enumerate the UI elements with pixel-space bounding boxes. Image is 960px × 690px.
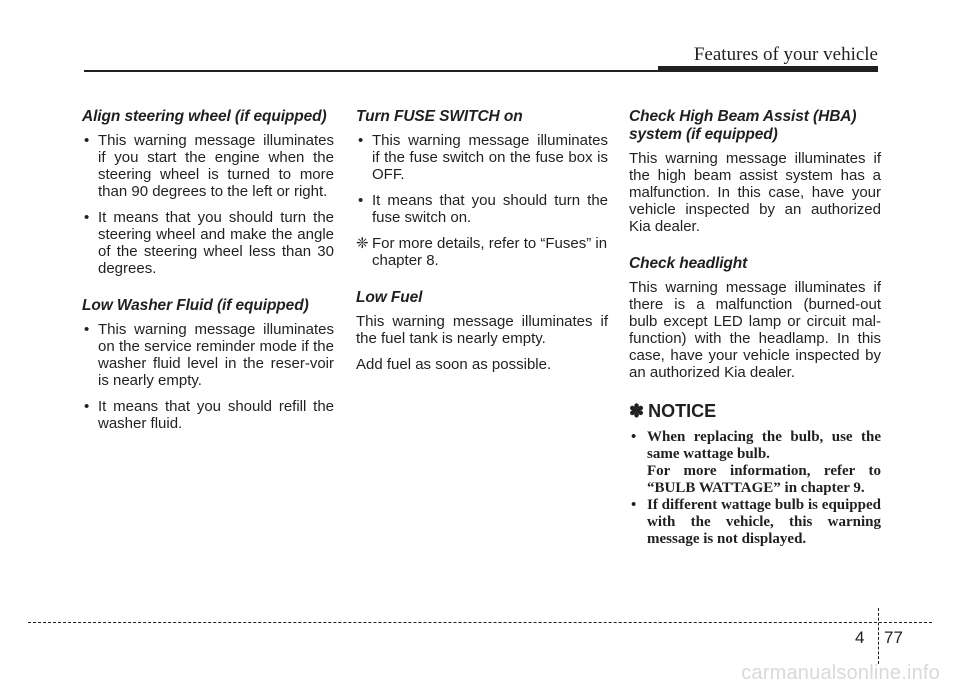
bullet-item — [82, 209, 334, 277]
section-check-headlight — [629, 255, 881, 381]
bullet-icon: • — [358, 132, 364, 149]
column-right — [629, 108, 881, 548]
section-turn-fuse-switch — [356, 108, 608, 269]
page-number: 77 — [884, 628, 903, 647]
bullet-item — [82, 321, 334, 389]
bullet-icon: • — [84, 132, 90, 149]
column-middle — [356, 108, 608, 393]
bullet-icon: • — [84, 398, 90, 415]
bullet-text: It means that you should turn the steering wheel and make the angle of the steering wheel less than 30 degrees. — [98, 209, 334, 277]
bullet-icon: • — [631, 429, 637, 445]
paragraph: Add fuel as soon as possible. — [356, 356, 552, 373]
section-check-hba — [629, 108, 881, 235]
bullet-item — [356, 192, 608, 226]
notice-text: When replacing the bulb, use the same wattage bulb. — [647, 429, 881, 462]
notice-box — [629, 401, 881, 548]
notice-title — [629, 401, 881, 421]
section-heading: Turn FUSE SWITCH on — [356, 108, 523, 125]
paragraph: This warning message illuminates if the fuel tank is nearly empty. — [356, 313, 608, 347]
section-low-washer-fluid — [82, 297, 334, 432]
section-align-steering-wheel — [82, 108, 334, 277]
bullet-icon: • — [631, 497, 637, 513]
notice-icon: ✽ — [629, 401, 645, 421]
chapter-number: 4 — [855, 628, 865, 647]
section-low-fuel — [356, 289, 608, 373]
bullet-icon: • — [84, 321, 90, 338]
bullet-item — [82, 132, 334, 200]
section-heading: Check headlight — [629, 255, 748, 272]
header-rule — [84, 70, 678, 72]
section-heading: Low Fuel — [356, 289, 423, 306]
notice-title-text: NOTICE — [648, 401, 717, 421]
header-title: Features of your vehicle — [693, 44, 878, 65]
bullet-text: This warning message illuminates if you start the engine when the steering wheel is turned to more than 90 degrees to the left or right. — [98, 132, 334, 200]
paragraph: This warning message illuminates if there is a malfunction (burned-out bulb except LED lamp or circuit mal-function) with the headlamp. In this case, have your vehicle inspected by an authorized Kia dealer. — [629, 279, 881, 381]
bullet-text: This warning message illuminates on the service reminder mode if the washer fluid level in the reser-voir is nearly empty. — [98, 321, 334, 389]
reference-note — [356, 235, 608, 269]
bullet-item — [356, 132, 608, 183]
note-icon: ❈ — [356, 235, 369, 252]
bullet-item — [82, 398, 334, 432]
column-left — [82, 108, 334, 452]
notice-item — [629, 497, 881, 548]
header-rule-accent — [658, 66, 878, 72]
bullet-icon: • — [84, 209, 90, 226]
watermark: carmanualsonline.info — [741, 662, 940, 684]
notice-text: If different wattage bulb is equipped with the vehicle, this warning message is not displayed. — [647, 497, 881, 547]
section-heading: Low Washer Fluid (if equipped) — [82, 297, 309, 314]
bullet-text: It means that you should refill the washer fluid. — [98, 398, 334, 432]
notice-text: For more information, refer to “BULB WATTAGE” in chapter 9. — [647, 463, 881, 496]
section-heading: Align steering wheel (if equipped) — [82, 108, 327, 125]
notice-item — [629, 429, 881, 497]
footer-rule — [28, 622, 932, 623]
note-text: For more details, refer to “Fuses” in chapter 8. — [372, 235, 608, 269]
footer-divider — [878, 608, 879, 664]
paragraph: This warning message illuminates if the high beam assist system has a malfunction. In this case, have your vehicle inspected by an authorized Kia dealer. — [629, 150, 881, 235]
bullet-text: This warning message illuminates if the fuse switch on the fuse box is OFF. — [372, 132, 608, 183]
section-heading: Check High Beam Assist (HBA) system (if equipped) — [629, 108, 857, 143]
bullet-text: It means that you should turn the fuse switch on. — [372, 192, 608, 226]
bullet-icon: • — [358, 192, 364, 209]
